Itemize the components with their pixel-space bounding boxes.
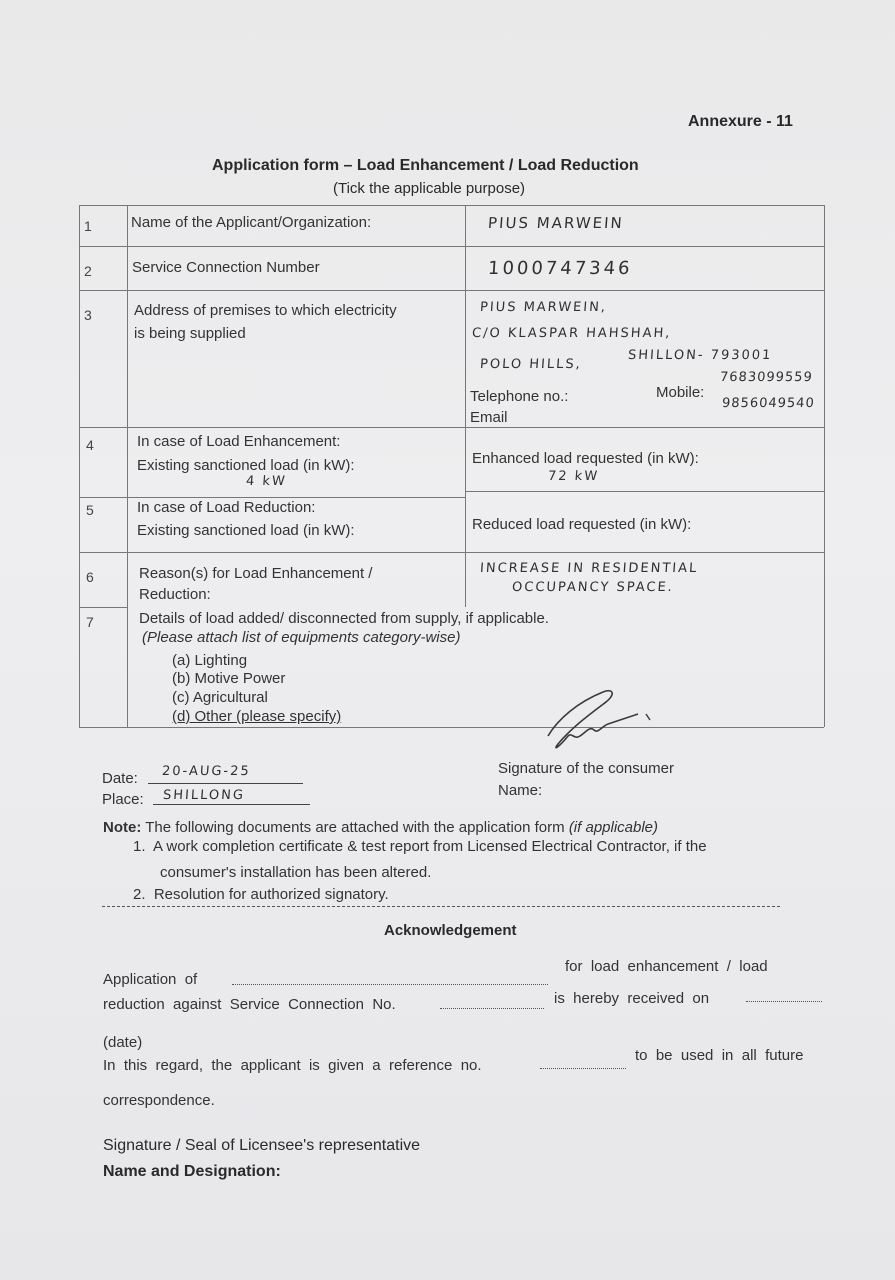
row-number-1: 1: [84, 218, 92, 234]
mobile-label: Mobile:: [656, 384, 705, 401]
note-heading: Note:: [103, 819, 142, 836]
note-item-1-line2: consumer's installation has been altered.: [160, 864, 432, 881]
address-value-line1: PIUS MARWEIN,: [479, 300, 608, 315]
load-category-item: (c) Agricultural: [172, 689, 268, 706]
enhanced-load-value: 72 kW: [547, 469, 600, 484]
address-label-line1: Address of premises to which electricity: [134, 302, 397, 319]
service-connection-label: Service Connection Number: [132, 259, 320, 276]
reason-label-line1: Reason(s) for Load Enhancement /: [139, 565, 373, 582]
address-label-line2: is being supplied: [134, 325, 246, 342]
applicant-name-label: Name of the Applicant/Organization:: [131, 214, 372, 231]
ack-correspondence: correspondence.: [103, 1092, 215, 1109]
telephone-label: Telephone no.:: [470, 388, 569, 405]
email-label: Email: [470, 409, 508, 426]
consumer-signature-label: Signature of the consumer: [498, 760, 674, 777]
row-number-6: 6: [86, 569, 94, 585]
mobile-value-2: 9856049540: [721, 396, 816, 411]
reduction-heading: In case of Load Reduction:: [137, 499, 316, 516]
date-value: 20-AUG-25: [161, 764, 252, 779]
existing-load-label-red: Existing sanctioned load (in kW):: [137, 522, 355, 539]
existing-load-label-enh: Existing sanctioned load (in kW):: [137, 457, 355, 474]
address-value-line3a: POLO HILLS,: [479, 357, 583, 372]
consumer-signature: [538, 684, 668, 764]
reduced-load-label: Reduced load requested (in kW):: [472, 516, 692, 533]
load-category-item: (b) Motive Power: [172, 670, 286, 687]
divider-line: [102, 906, 780, 907]
reason-label-line2: Reduction:: [139, 586, 211, 603]
row-number-5: 5: [86, 502, 94, 518]
annexure-label: Annexure - 11: [688, 113, 793, 130]
ack-line1-left: Application of: [103, 971, 198, 988]
enhancement-heading: In case of Load Enhancement:: [137, 433, 341, 450]
note-body: The following documents are attached with the application form: [145, 819, 565, 836]
row-number-3: 3: [84, 307, 92, 323]
note-text: [103, 819, 658, 836]
load-category-item: (d) Other (please specify): [172, 708, 342, 725]
ack-line4-left: In this regard, the applicant is given a reference no.: [103, 1057, 482, 1074]
reason-value-line1: INCREASE IN RESIDENTIAL: [479, 561, 699, 576]
place-label: Place:: [102, 791, 144, 808]
service-connection-value: 1000747346: [487, 258, 634, 279]
licensee-signature-label: Signature / Seal of Licensee's representative: [103, 1137, 421, 1154]
address-value-line2: C/O KLASPAR HAHSHAH,: [471, 326, 672, 341]
note-if-applicable: (if applicable): [568, 819, 659, 836]
ack-line2-right: is hereby received on: [554, 990, 710, 1007]
note-item-2: 2. Resolution for authorized signatory.: [133, 886, 389, 903]
ack-line2-left: reduction against Service Connection No.: [103, 996, 396, 1013]
address-value-line3b: SHILLON- 793001: [627, 348, 773, 363]
load-category-item: (a) Lighting: [172, 652, 248, 669]
ack-line4-right: to be used in all future: [635, 1047, 804, 1064]
note-item-1-line1: 1. A work completion certificate & test report from Licensed Electrical Contractor, if the: [133, 838, 707, 855]
details-note: (Please attach list of equipments category-wise): [142, 629, 461, 646]
place-value: SHILLONG: [162, 788, 246, 803]
licensee-name-designation: Name and Designation:: [103, 1163, 281, 1180]
form-subtitle: (Tick the applicable purpose): [333, 180, 526, 197]
consumer-name-label: Name:: [498, 782, 543, 799]
ack-line1-right: for load enhancement / load: [565, 958, 768, 975]
row-number-4: 4: [86, 437, 94, 453]
acknowledgement-heading: Acknowledgement: [384, 922, 517, 939]
applicant-name-value: PIUS MARWEIN: [487, 214, 625, 232]
mobile-value-1: 7683099559: [719, 370, 814, 385]
form-title: Application form – Load Enhancement / Load Reduction: [212, 157, 639, 174]
details-label: Details of load added/ disconnected from supply, if applicable.: [139, 610, 549, 627]
ack-date-text: (date): [103, 1034, 143, 1051]
reason-value-line2: OCCUPANCY SPACE.: [511, 580, 675, 595]
existing-load-value-enh: 4 kW: [245, 474, 288, 489]
date-label: Date:: [102, 770, 138, 787]
row-number-2: 2: [84, 263, 92, 279]
enhanced-load-label: Enhanced load requested (in kW):: [472, 450, 699, 467]
row-number-7: 7: [86, 614, 94, 630]
